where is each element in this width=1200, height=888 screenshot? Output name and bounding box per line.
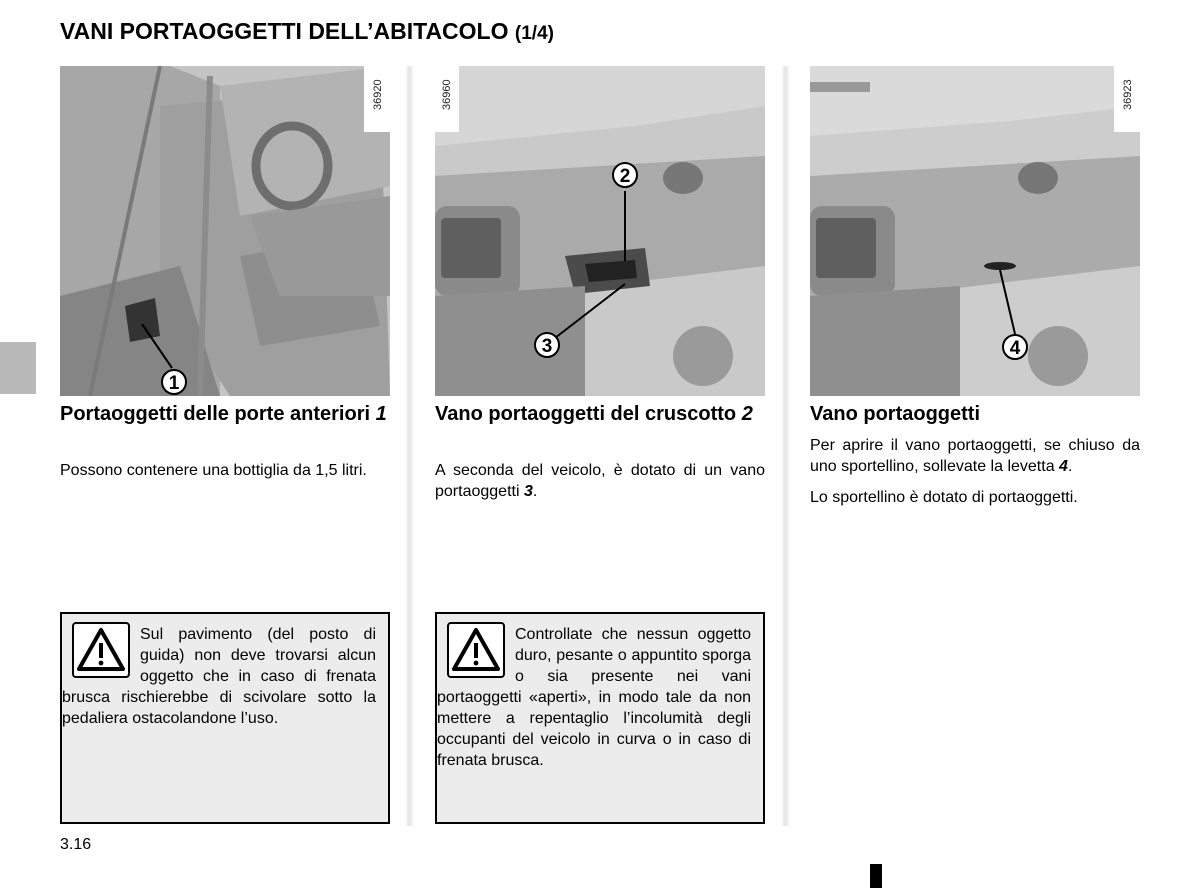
- paragraph: Per aprire il vano portaoggetti, se chiuso da uno sportellino, sollevate la levetta 4.: [810, 437, 1140, 475]
- warning-box: [435, 612, 765, 824]
- section-title: Vano portaoggetti del cruscotto 2: [435, 403, 753, 425]
- callout-4: [1003, 335, 1027, 359]
- svg-text:1: 1: [168, 373, 180, 394]
- warning-text: Controllate che nessun oggetto duro, pesante o appuntito sporga o sia presente nei vani portaoggetti «aperti», in modo tale da non mettere a repentaglio l’incolumità degli occupanti del veicolo in curva o in caso di frenata brusca.: [437, 626, 751, 769]
- callout-1: [162, 370, 186, 394]
- title-text: VANI PORTAOGGETTI DELL’ABITACOLO: [60, 18, 509, 44]
- section-title: Portaoggetti delle porte anteriori 1: [60, 403, 387, 425]
- title-part: (1/4): [514, 23, 554, 44]
- paragraph: A seconda del veicolo, è dotato di un vano portaoggetti 3.: [435, 462, 765, 500]
- column-separator: [781, 66, 790, 826]
- section-body: [810, 435, 1140, 518]
- image-ref-code: 36960: [441, 79, 453, 110]
- svg-text:4: 4: [1009, 338, 1021, 359]
- page-number: 3.16: [60, 836, 92, 853]
- callout-2: [613, 163, 637, 187]
- glovebox-illustration: [810, 66, 1140, 396]
- section-title: Vano portaoggetti: [810, 403, 980, 425]
- paragraph: Lo sportellino è dotato di portaoggetti.: [810, 489, 1078, 506]
- column-separator: [405, 66, 414, 826]
- warning-text: Sul pavimento (del posto di guida) non deve trovarsi alcun oggetto che in caso di frenata brusca rischierebbe di scivolare sotto la pedaliera ostacolandone l’uso.: [62, 626, 376, 727]
- paragraph: Possono contenere una bottiglia da 1,5 litri.: [60, 462, 367, 479]
- section-body: [435, 460, 765, 512]
- warning-triangle-icon: [447, 622, 505, 678]
- chapter-tab: [0, 342, 36, 394]
- svg-text:2: 2: [619, 166, 631, 187]
- page-title: [60, 18, 554, 45]
- svg-text:3: 3: [541, 336, 553, 357]
- warning-box: [60, 612, 390, 824]
- image-ref-code: 36920: [372, 79, 384, 110]
- dashboard-storage-illustration: [435, 66, 765, 396]
- crop-mark: [870, 864, 882, 888]
- image-ref-code: 36923: [1122, 79, 1134, 110]
- warning-triangle-icon: [72, 622, 130, 678]
- callout-3: [535, 333, 559, 357]
- section-body: [60, 460, 390, 491]
- door-pocket-illustration: [60, 66, 390, 396]
